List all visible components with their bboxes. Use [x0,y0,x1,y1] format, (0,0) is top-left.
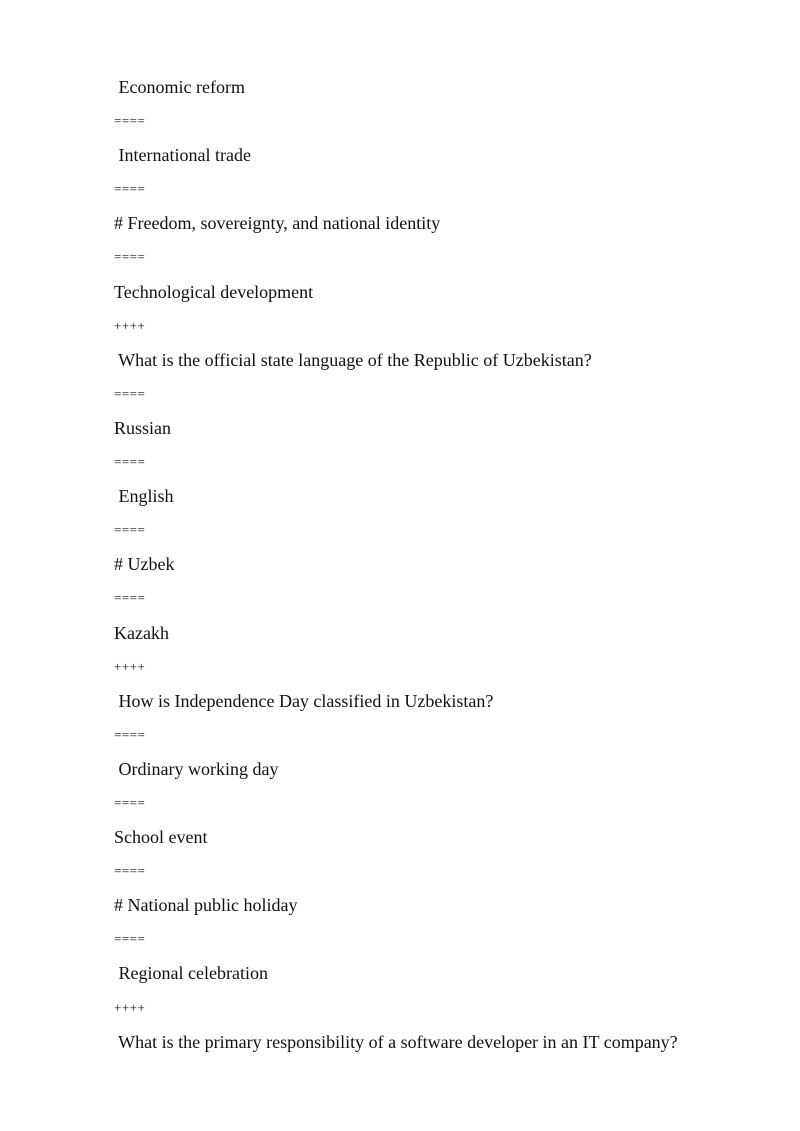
option-separator: ==== [114,931,146,947]
option-separator: ==== [114,726,146,742]
option-separator: ==== [114,113,146,129]
question-text: How is Independence Day classified in Uzbekistan? [114,690,494,711]
answer-option: Ordinary working day [114,758,279,779]
question-separator: ++++ [114,658,146,674]
question-separator: ++++ [114,317,146,333]
answer-option: Technological development [114,281,314,302]
option-separator: ==== [114,385,146,401]
question-separator: ++++ [114,999,146,1015]
answer-option: English [114,486,174,507]
option-separator: ==== [114,863,146,879]
answer-option: Russian [114,417,172,438]
correct-answer-option: # National public holiday [114,895,298,916]
document-body [114,74,754,1063]
answer-option: Regional celebration [114,963,268,984]
question-text: What is the official state language of the Republic of Uzbekistan? [114,349,592,370]
answer-option: International trade [114,145,251,166]
option-separator: ==== [114,522,146,538]
option-separator: ==== [114,454,146,470]
option-separator: ==== [114,181,146,197]
option-separator: ==== [114,590,146,606]
answer-option: School event [114,827,208,848]
correct-answer-option: # Uzbek [114,554,175,575]
option-separator: ==== [114,249,146,265]
question-text: What is the primary responsibility of a software developer in an IT company? [114,1031,678,1052]
answer-option: Kazakh [114,622,169,643]
answer-option: Economic reform [114,77,245,97]
option-separator: ==== [114,794,146,810]
correct-answer-option: # Freedom, sovereignty, and national identity [114,213,441,234]
